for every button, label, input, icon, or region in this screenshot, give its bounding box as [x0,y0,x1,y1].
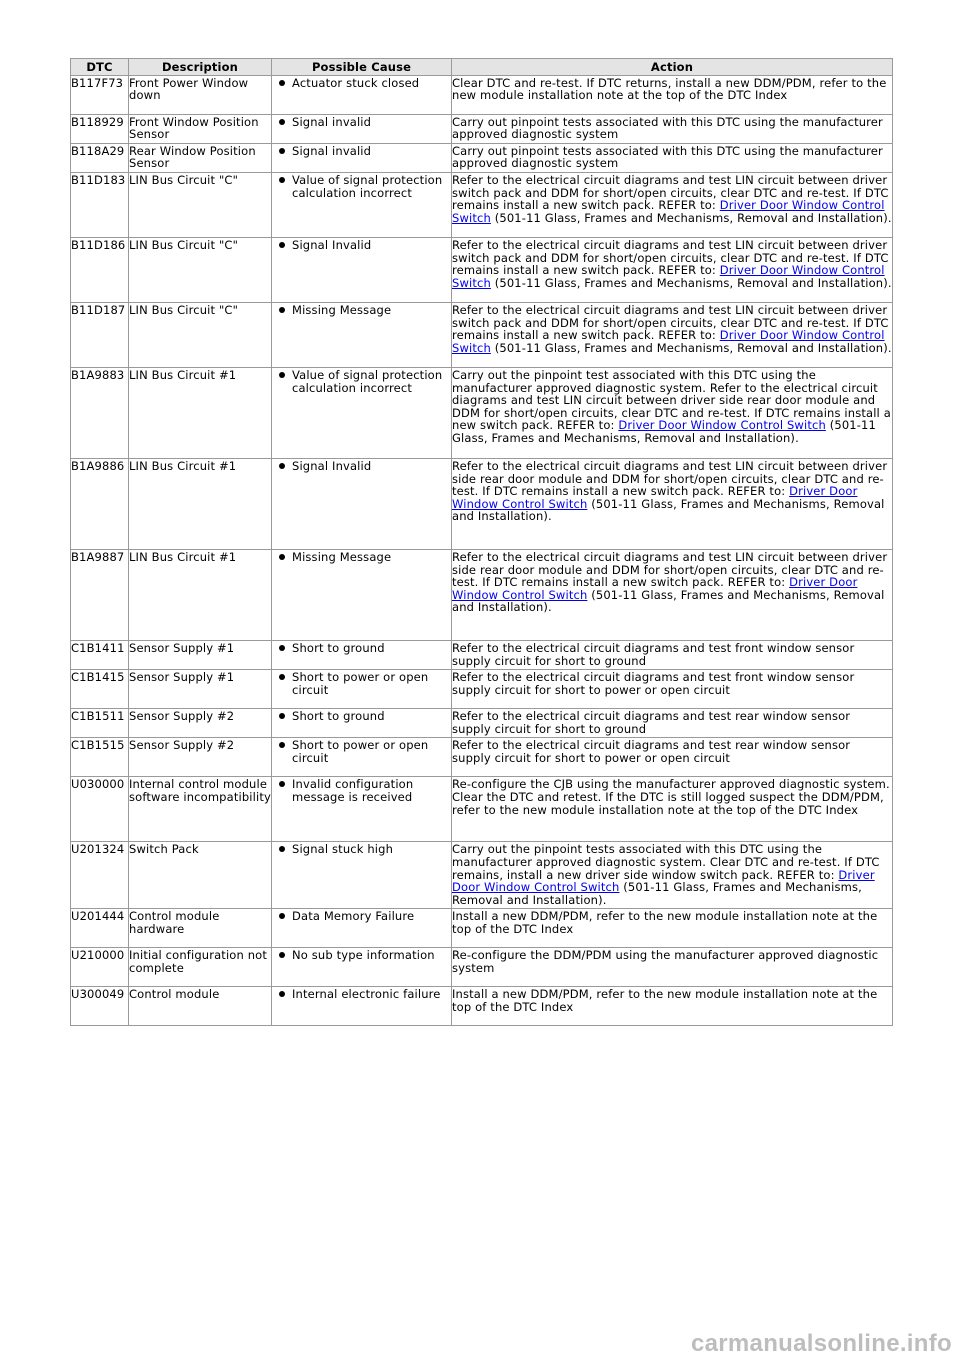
action-text-tail: (501-11 Glass, Frames and Mechanisms, Removal and Installation). [452,418,876,445]
action-cell [452,114,893,143]
cause-item: Missing Message [292,551,451,564]
action-text-tail: (501-11 Glass, Frames and Mechanisms, Removal and Installation). [452,496,885,524]
cause-list [272,710,451,723]
action-text: Re-configure the CJB using the manufacturer approved diagnostic system. Clear the DTC and retest. If the DTC is still logged suspect the DDM/PDM, refer to the new module installation note at the top of the DTC Index [452,777,890,817]
cause-list [272,551,451,564]
action-text: Clear DTC and re-test. If DTC returns, install a new DDM/PDM, refer to the new module installation note at the top of the DTC Index [452,75,887,103]
action-text-tail: (501-11 Glass, Frames and Mechanisms, Removal and Installation). [490,275,892,290]
driver-door-window-switch-link[interactable]: Driver Door Window Control Switch [452,484,858,511]
action-text: Refer to the electrical circuit diagrams and test LIN circuit between driver side rear door module and DDM for short/open circuits, clear DTC and re-test. If DTC remains install a new switch pack. REFER to: [452,458,888,499]
cause-list [272,671,451,696]
action-cell [452,909,893,948]
cause-list [272,239,451,252]
dtc-code: B1A9887 [71,549,129,640]
cause-item: Internal electronic failure [292,988,451,1001]
cause-item: Data Memory Failure [292,910,451,923]
action-cell [452,987,893,1026]
cause-item: Value of signal protection calculation incorrect [292,369,451,394]
action-text: Install a new DDM/PDM, refer to the new module installation note at the top of the DTC Index [452,909,878,936]
cause-list [272,304,451,317]
dtc-code: U201324 [71,842,129,909]
action-cell [452,842,893,909]
dtc-description: Front Power Window down [129,75,272,114]
cause-item: No sub type information [292,949,451,962]
cause-list [272,778,451,803]
dtc-code: B1A9886 [71,458,129,549]
dtc-code: B118929 [71,114,129,143]
dtc-code: B11D186 [71,237,129,302]
cause-list [272,642,451,655]
cause-item: Short to power or open circuit [292,671,451,696]
possible-cause-cell [272,114,452,143]
action-text: Refer to the electrical circuit diagrams and test LIN circuit between driver side rear door module and DDM for short/open circuits, clear DTC and re-test. If DTC remains install a new switch pack. REFER to: [452,549,888,590]
cause-item: Actuator stuck closed [292,77,451,90]
action-cell [452,143,893,172]
cause-list [272,949,451,962]
dtc-description: Internal control module software incompatibility [129,777,272,842]
action-text: Refer to the electrical circuit diagrams and test LIN circuit between driver switch pack and DDM for short/open circuits, clear DTC and re-test. If DTC remains install a new switch pack. REFER to: [452,172,889,213]
watermark: carmanualsonline.info [690,1330,952,1357]
possible-cause-cell [272,987,452,1026]
action-text-tail: (501-11 Glass, Frames and Mechanisms, Removal and Installation). [490,210,892,225]
header-possible-cause: Possible Cause [272,59,452,76]
dtc-code: U300049 [71,987,129,1026]
table-row [71,143,893,172]
cause-item: Signal invalid [292,116,451,129]
dtc-code: B118A29 [71,143,129,172]
table-row [71,640,893,669]
cause-item: Value of signal protection calculation incorrect [292,174,451,199]
cause-list [272,460,451,473]
table-row [71,670,893,709]
cause-list [272,910,451,923]
table-row [71,458,893,549]
action-cell [452,738,893,777]
cause-item: Short to ground [292,642,451,655]
action-cell [452,75,893,114]
action-cell [452,549,893,640]
dtc-description: Front Window Position Sensor [129,114,272,143]
action-cell [452,670,893,709]
cause-item: Missing Message [292,304,451,317]
cause-list [272,77,451,90]
possible-cause-cell [272,367,452,458]
action-text: Refer to the electrical circuit diagrams and test rear window sensor supply circuit for short to power or open circuit [452,738,851,765]
header-dtc: DTC [71,59,129,76]
possible-cause-cell [272,302,452,367]
cause-item: Signal invalid [292,145,451,158]
dtc-code: B1A9883 [71,367,129,458]
dtc-code: C1B1515 [71,738,129,777]
action-text: Carry out pinpoint tests associated with this DTC using the manufacturer approved diagnostic system [452,143,883,171]
action-text: Refer to the electrical circuit diagrams and test LIN circuit between driver switch pack and DDM for short/open circuits, clear DTC and re-test. If DTC remains install a new switch pack. REFER to: [452,302,889,343]
dtc-code: B11D183 [71,172,129,237]
table-row [71,709,893,738]
possible-cause-cell [272,458,452,549]
possible-cause-cell [272,670,452,709]
dtc-description: LIN Bus Circuit "C" [129,237,272,302]
table-row [71,75,893,114]
action-text: Refer to the electrical circuit diagrams and test rear window sensor supply circuit for short to ground [452,709,851,736]
action-text: Install a new DDM/PDM, refer to the new module installation note at the top of the DTC Index [452,987,878,1014]
action-text: Re-configure the DDM/PDM using the manufacturer approved diagnostic system [452,948,879,975]
dtc-code: B117F73 [71,75,129,114]
header-action: Action [452,59,893,76]
action-text: Refer to the electrical circuit diagrams and test front window sensor supply circuit for short to ground [452,640,855,668]
action-text: Refer to the electrical circuit diagrams and test LIN circuit between driver switch pack and DDM for short/open circuits, clear DTC and re-test. If DTC remains install a new switch pack. REFER to: [452,237,889,278]
action-cell [452,458,893,549]
header-description: Description [129,59,272,76]
action-cell [452,777,893,842]
table-row [71,237,893,302]
dtc-description: Rear Window Position Sensor [129,143,272,172]
cause-list [272,145,451,158]
action-cell [452,302,893,367]
cause-list [272,174,451,199]
table-row [71,302,893,367]
dtc-description: LIN Bus Circuit #1 [129,549,272,640]
possible-cause-cell [272,709,452,738]
dtc-code: C1B1511 [71,709,129,738]
possible-cause-cell [272,143,452,172]
cause-list [272,843,451,856]
cause-item: Short to power or open circuit [292,739,451,764]
table-row [71,367,893,458]
possible-cause-cell [272,948,452,987]
action-text: Refer to the electrical circuit diagrams and test front window sensor supply circuit for short to power or open circuit [452,670,855,697]
driver-door-window-switch-link[interactable]: Driver Door Window Control Switch [452,867,875,895]
cause-item: Short to ground [292,710,451,723]
possible-cause-cell [272,842,452,909]
possible-cause-cell [272,640,452,669]
dtc-code: C1B1415 [71,670,129,709]
action-text: Carry out the pinpoint tests associated with this DTC using the manufacturer approved diagnostic system. Clear DTC and re-test. If DTC remains, install a new driver side window switch pack. REFER to: [452,842,880,882]
table-row [71,948,893,987]
cause-list [272,988,451,1001]
action-cell [452,367,893,458]
possible-cause-cell [272,909,452,948]
dtc-description: Sensor Supply #1 [129,640,272,669]
dtc-description: Sensor Supply #1 [129,670,272,709]
action-cell [452,237,893,302]
action-text-tail: (501-11 Glass, Frames and Mechanisms, Removal and Installation). [452,880,862,907]
possible-cause-cell [272,75,452,114]
table-row [71,987,893,1026]
dtc-code: U210000 [71,948,129,987]
table-row [71,172,893,237]
dtc-description: Control module hardware [129,909,272,948]
dtc-description: LIN Bus Circuit #1 [129,367,272,458]
cause-item: Signal Invalid [292,460,451,473]
possible-cause-cell [272,738,452,777]
action-text: Carry out pinpoint tests associated with this DTC using the manufacturer approved diagnostic system [452,114,883,142]
table-header-row [71,59,893,76]
table-row [71,738,893,777]
dtc-description: Sensor Supply #2 [129,738,272,777]
cause-list [272,116,451,129]
cause-list [272,369,451,394]
action-cell [452,172,893,237]
action-text: Carry out the pinpoint test associated with this DTC using the manufacturer approved diagnostic system. Refer to the electrical circuit diagrams and test LIN circuit between driver side rear door module and DDM for short/open circuits, clear DTC and re-test. If DTC remains install a new switch pack. REFER to: [452,367,891,433]
possible-cause-cell [272,777,452,842]
action-cell [452,709,893,738]
driver-door-window-switch-link[interactable]: Driver Door Window Control Switch [452,198,885,225]
cause-item: Invalid configuration message is received [292,778,451,803]
dtc-description: Sensor Supply #2 [129,709,272,738]
table-row [71,777,893,842]
action-cell [452,640,893,669]
driver-door-window-switch-link[interactable]: Driver Door Window Control Switch [618,418,826,433]
dtc-description: LIN Bus Circuit "C" [129,172,272,237]
driver-door-window-switch-link[interactable]: Driver Door Window Control Switch [452,263,885,290]
driver-door-window-switch-link[interactable]: Driver Door Window Control Switch [452,575,858,602]
table-row [71,114,893,143]
dtc-description: Switch Pack [129,842,272,909]
dtc-description: LIN Bus Circuit #1 [129,458,272,549]
dtc-code: B11D187 [71,302,129,367]
cause-list [272,739,451,764]
possible-cause-cell [272,172,452,237]
dtc-description: LIN Bus Circuit "C" [129,302,272,367]
table-row [71,909,893,948]
table-row [71,549,893,640]
cause-item: Signal Invalid [292,239,451,252]
possible-cause-cell [272,549,452,640]
dtc-code: C1B1411 [71,640,129,669]
dtc-description: Control module [129,987,272,1026]
action-text-tail: (501-11 Glass, Frames and Mechanisms, Removal and Installation). [452,587,885,615]
dtc-table [70,58,893,1026]
table-body [71,75,893,1026]
dtc-code: U201444 [71,909,129,948]
driver-door-window-switch-link[interactable]: Driver Door Window Control Switch [452,328,885,355]
action-cell [452,948,893,987]
possible-cause-cell [272,237,452,302]
table-row [71,842,893,909]
dtc-code: U030000 [71,777,129,842]
dtc-description: Initial configuration not complete [129,948,272,987]
action-text-tail: (501-11 Glass, Frames and Mechanisms, Removal and Installation). [490,340,892,355]
cause-item: Signal stuck high [292,843,451,856]
